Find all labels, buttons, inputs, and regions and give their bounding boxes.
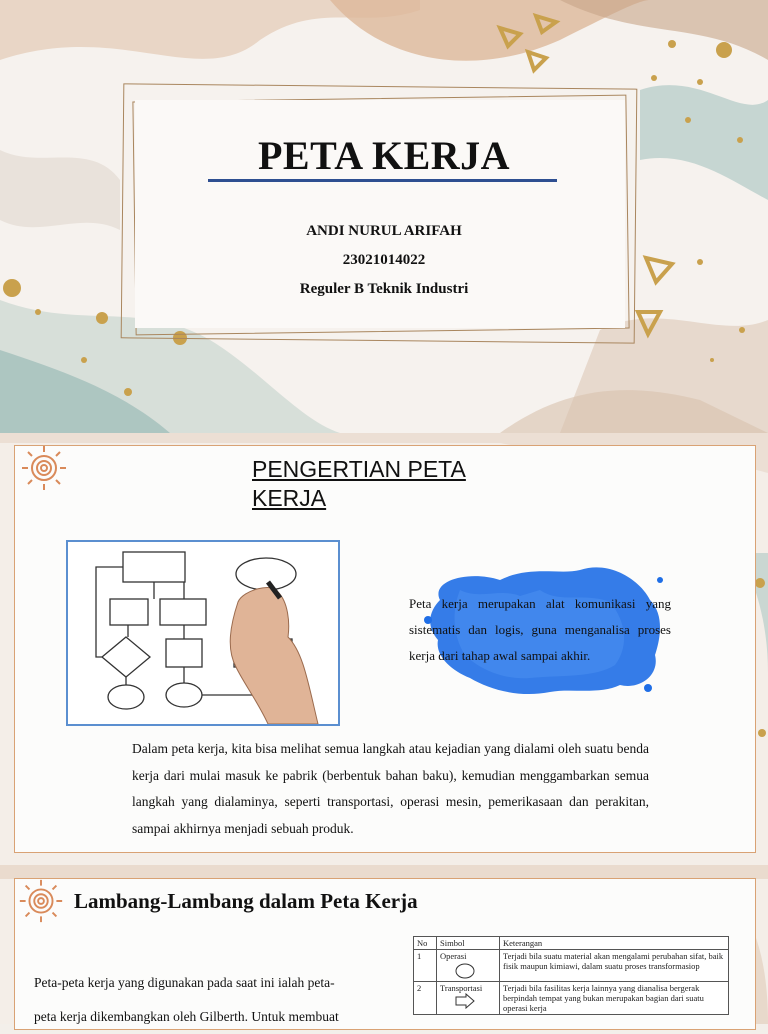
student-id: 23021014022 <box>342 252 426 268</box>
table-header-symbol: Simbol <box>437 937 500 950</box>
definition-heading-line1: PENGERTIAN PETA <box>252 456 466 482</box>
transport-arrow-icon <box>440 993 490 1009</box>
flowchart-hand-image <box>66 540 340 726</box>
table-header-no: No <box>414 937 437 950</box>
table-header-row <box>414 937 729 950</box>
row-symbol-label: Operasi <box>440 951 467 961</box>
definition-heading <box>252 455 466 513</box>
row-description: Terjadi bila fasilitas kerja lainnya yang dianalisa bergerak berpindah tempat yang bukan merupakan bagian dari suatu operasi kerja <box>500 982 729 1015</box>
symbols-heading: Lambang-Lambang dalam Peta Kerja <box>74 889 418 913</box>
table-header-description: Keterangan <box>500 937 729 950</box>
author-name: ANDI NURUL ARIFAH <box>306 223 462 239</box>
study-program: Reguler B Teknik Industri <box>299 281 469 297</box>
operation-circle-icon <box>440 962 490 980</box>
definition-heading-line2: KERJA <box>252 485 327 511</box>
row-symbol <box>437 982 500 1015</box>
table-row <box>414 950 729 982</box>
symbols-paragraph-line2: peta kerja dikembangkan oleh Gilberth. Untuk membuat <box>34 1009 339 1024</box>
row-no: 1 <box>414 950 437 982</box>
table-row <box>414 982 729 1015</box>
row-symbol <box>437 950 500 982</box>
row-description: Terjadi bila suatu material akan mengalami perubahan sifat, baik fisik maupun kimiawi, dalam suatu proses transformasiop <box>500 950 729 982</box>
title-slide <box>0 0 768 433</box>
definition-paragraph: Dalam peta kerja, kita bisa melihat semua langkah atau kejadian yang dialami oleh suatu benda kerja dari mulai masuk ke pabrik (berbentuk bahan baku), kemudian menggambarkan semua langkah yang dialaminya, seperti transportasi, operasi mesin, pemerikasaan dan perakitan, sampai akhirnya menjadi sebuah produk. <box>132 741 649 836</box>
title-underline <box>208 179 557 182</box>
symbols-table <box>413 936 729 1015</box>
definition-text: Peta kerja merupakan alat komunikasi yang sistematis dan logis, guna menganalisa proses kerja dari tahap awal sampai akhir. <box>409 596 671 663</box>
sun-spiral-icon <box>16 876 66 926</box>
symbols-paragraph-line1: Peta-peta kerja yang digunakan pada saat ini ialah peta- <box>34 975 335 990</box>
sun-spiral-icon <box>18 442 70 494</box>
row-symbol-label: Transportasi <box>440 983 483 993</box>
row-no: 2 <box>414 982 437 1015</box>
page-title: PETA KERJA <box>257 133 511 178</box>
